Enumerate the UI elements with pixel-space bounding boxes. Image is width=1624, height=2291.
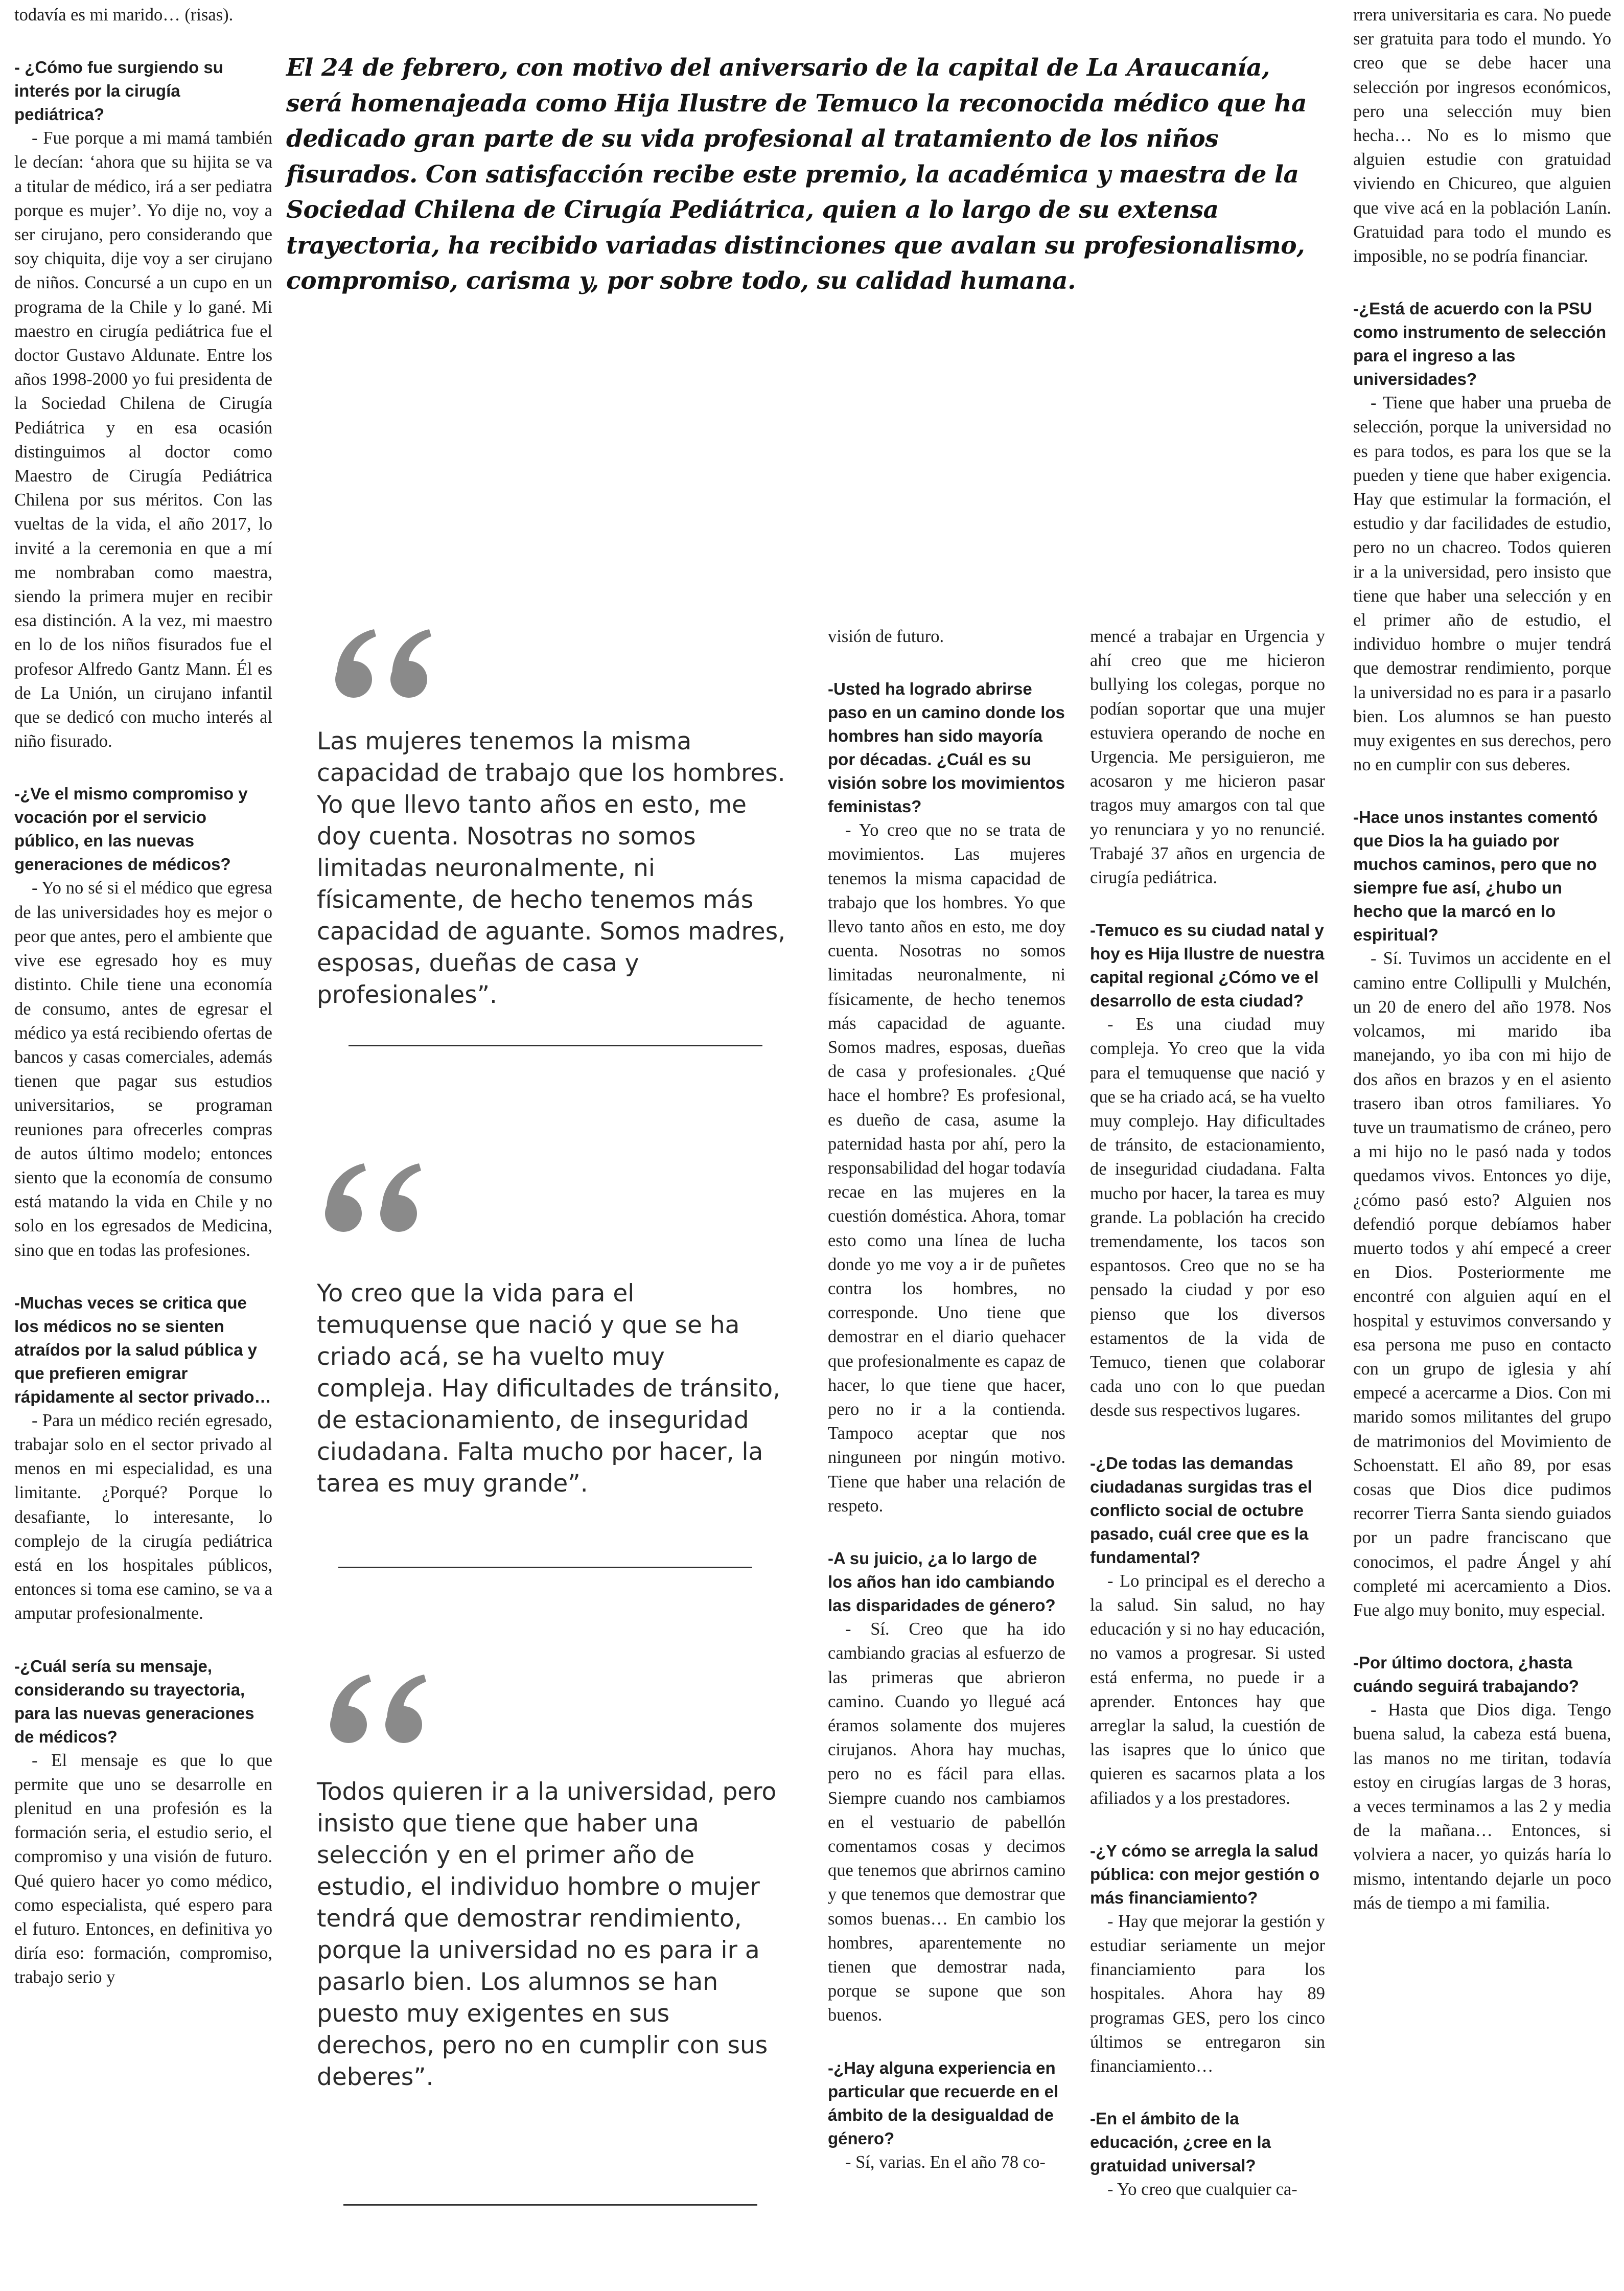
interview-answer: - Yo creo que cualquier ca- xyxy=(1107,2180,1297,2200)
paragraph: rrera universitaria es cara. No puede ser gratuita para todo el mundo. Yo creo que se debe hacer una selección por ingresos económicos, pero una selección muy bien hecha… No es lo mismo que alguien estudie con gratuidad viviendo en Chicureo, que alguien que vive acá en la población Lanín. Gratuidad para todo el mundo es imposible, no se podría financiar. xyxy=(1353,5,1611,266)
interview-question: -¿Ve el mismo compromiso y vocación por el servicio público, en las nuevas generaciones de médicos? xyxy=(14,784,248,874)
column-3 xyxy=(1090,625,1325,2286)
column-4 xyxy=(1353,3,1611,2288)
interview-answer: - Tiene que haber una prueba de selección, porque la universidad no es para todos, es para los que se la pueden y tiene que haber exigencia. Hay que estimular la formación, el estudio y dar facilidades de estudio, pero no un chacreo. Todos quieren ir a la universidad, pero insisto que tiene que haber una selección y en el primer año de estudio, el individuo hombre o mujer tendrá que demostrar rendimiento, porque la universidad no es para ir a pasarlo bien. Los alumnos se han puesto muy exigentes en sus derechos, pero no en cumplir con sus deberes. xyxy=(1353,393,1611,775)
paragraph: visión de futuro. xyxy=(828,627,944,646)
interview-answer: - Lo principal es el derecho a la salud. Sin salud, no hay educación y si no hay educación, no vamos a progresar. Si usted está enferma, no puede ir a aprender. Entonces hay que arreglar la salud, la cuestión de las isapres que lo único que quieren es sacarnos plata a los afiliados y a los prestadores. xyxy=(1090,1571,1325,1808)
column-1 xyxy=(14,3,272,2288)
interview-question: -Temuco es su ciudad natal y hoy es Hija Ilustre de nuestra capital regional ¿Cómo ve el desarrollo de esta ciudad? xyxy=(1090,921,1325,1011)
interview-question: -¿De todas las demandas ciudadanas surgidas tras el conflicto social de octubre pasado, cuál cree que es la fundamental? xyxy=(1090,1453,1312,1567)
interview-question: -Por último doctora, ¿hasta cuándo seguirá trabajando? xyxy=(1353,1653,1579,1696)
interview-answer: - Yo creo que no se trata de movimientos. Las mujeres tenemos la misma capacidad de trabajo que los hombres. Yo que llevo tanto años en esto, me doy cuenta. Nosotras no somos limitadas neuronalmente, ni físicamente, de hecho tenemos más capacidad de aguante. Somos madres, esposas, dueñas de casa y profesionales. ¿Qué hace el hombre? Es profesional, es dueño de casa, asume la paternidad hasta por ahí, pero la responsabilidad del hogar todavía recae en las mujeres en la cuestión doméstica. Ahora, tomar esto como una línea de lucha donde yo me voy a ir de puñetes contra los hombres, no corresponde. Uno tiene que demostrar en el diario quehacer que profesionalmente es capaz de hacer, lo que tiene que hacer, pero no ir a la contienda. Tampoco aceptar que nos ninguneen por ningún motivo. Tiene que haber una relación de respeto. xyxy=(828,820,1065,1516)
interview-answer: - Es una ciudad muy compleja. Yo creo que la vida para el temuquense que nació y que se ha criado acá, se ha vuelto muy complejo. Hay dificultades de tránsito, de estacionamiento, de inseguridad ciudadana. Falta mucho por hacer, la tarea es muy grande. La población ha crecido tremendamente, los tacos son espantosos. Creo que no se ha pensado la ciudad y por eso pienso que los diversos estamentos de la vida de Temuco, tienen que colaborar cada uno con lo que puedan desde sus respectivos lugares. xyxy=(1090,1015,1325,1421)
interview-question: - ¿Cómo fue surgiendo su interés por la cirugía pediátrica? xyxy=(14,58,223,124)
column-2 xyxy=(828,625,1065,2286)
interview-question: -¿Hay alguna experiencia en particular que recuerde en el ámbito de la desigualdad de género? xyxy=(828,2058,1059,2148)
pull-quote: Yo creo que la vida para el temuquense que nació y que se ha criado acá, se ha vuelto muy compleja. Hay dificultades de tránsito, de estacionamiento, de inseguridad ciudadana. Falta mucho por hacer, la tarea es muy grande”. xyxy=(317,1279,781,1498)
quotation-mark-icon xyxy=(317,1160,439,1237)
quotation-mark-icon xyxy=(322,1671,445,1748)
pull-quote: Todos quieren ir a la universidad, pero insisto que tiene que haber una selección y en el primer año de estudio, el individuo hombre o mujer tendrá que demostrar rendimiento, porque la universidad no es para ir a pasarlo bien. Los alumnos se han puesto muy exigentes en sus derechos, pero no en cumplir con sus deberes”. xyxy=(317,1778,777,2091)
interview-answer: - El mensaje es que lo que permite que uno se desarrolle en plenitud en una profesión es la formación seria, el estudio serio, el compromiso y una visión de futuro. Qué quiero hacer yo como médico, como especialista, qué espero para el futuro. Entonces, en definitiva yo diría eso: formación, compromiso, trabajo serio y xyxy=(14,1750,272,1987)
article-lede: El 24 de febrero, con motivo del aniversario de la capital de La Araucanía, será homenajeada como Hija Ilustre de Temuco la reconocida médico que ha dedicado gran parte de su vida profesional al tratamiento de los niños fisurados. Con satisfacción recibe este premio, la académica y maestra de la Sociedad Chilena de Cirugía Pediátrica, quien a lo largo de su extensa trayectoria, ha recibido variadas distinciones que avalan su profesionalismo, compromiso, carisma y, por sobre todo, su calidad humana. xyxy=(286,54,1307,295)
quote-divider xyxy=(338,1567,752,1568)
pull-quote: Las mujeres tenemos la misma capacidad de trabajo que los hombres. Yo que llevo tanto años en esto, me doy cuenta. Nosotras no somos limitadas neuronalmente, ni físicamente, de hecho tenemos más capacidad de aguante. Somos madres, esposas, dueñas de casa y profesionales”. xyxy=(317,727,786,1009)
interview-question: -En el ámbito de la educación, ¿cree en la gratuidad universal? xyxy=(1090,2109,1271,2175)
interview-answer: - Sí. Tuvimos un accidente en el camino entre Collipulli y Mulchén, un 20 de enero del año 1978. Nos volcamos, mi marido iba manejando, yo iba con mi hijo de dos años en brazos y en el asiento trasero iban otros familiares. Yo tuve un traumatismo de cráneo, pero a mi hijo no le pasó nada y todos quedamos vivos. Entonces yo dije, ¿cómo pasó esto? Alguien nos defendió porque debíamos haber muerto todos y ahí empecé a creer en Dios. Posteriormente me encontré con alguien aquí en el hospital y estuvimos conversando y esa persona me puso en contacto con un grupo de iglesia y ahí empecé a acercarme a Dios. Con mi marido somos militantes del grupo de matrimonios del Movimiento de Schoenstatt. El año 89, por esas cosas que Dios dice pudimos recorrer Tierra Santa siendo guiados por un padre franciscano que conocimos, el padre Ángel y ahí completé mi acercamiento a Dios. Fue algo muy bonito, muy especial. xyxy=(1353,949,1611,1620)
quote-divider xyxy=(349,1045,762,1046)
paragraph: mencé a trabajar en Urgencia y ahí creo que me hicieron bullying los colegas, porque no podían soportar que una mujer estuviera operando de noche en Urgencia. Me persiguieron, me acosaron y me hicieron pasar tragos muy amargos con tal que yo renunciara y yo no renuncié. Trabajé 37 años en urgencia de cirugía pediátrica. xyxy=(1090,627,1325,888)
interview-question: -¿Está de acuerdo con la PSU como instrumento de selección para el ingreso a las universidades? xyxy=(1353,299,1607,389)
interview-answer: - Sí. Creo que ha ido cambiando gracias al esfuerzo de las primeras que abrieron camino. Cuando yo llegué acá éramos solamente dos mujeres cirujanos. Ahora hay muchas, pero no es fácil para ellas. Siempre cuando nos cambiamos en el vestuario de pabellón comentamos cosas y decimos que tenemos que abrirnos camino y que tenemos que demostrar que somos buenas… En cambio los hombres, aparentemente no tienen que demostrar nada, porque se supone que son buenos. xyxy=(828,1619,1065,2025)
interview-answer: - Hay que mejorar la gestión y estudiar seriamente un mejor financiamiento para los hospitales. Ahora hay 89 programas GES, pero los cinco últimos se entregaron sin financiamiento… xyxy=(1090,1911,1325,2076)
interview-question: -¿Cuál sería su mensaje, considerando su trayectoria, para las nuevas generaciones de médicos? xyxy=(14,1656,254,1746)
interview-answer: - Fue porque a mi mamá también le decían: ‘ahora que su hijita se va a titular de médico, irá a ser pediatra porque es mujer’. Yo dije no, voy a ser cirujano, pero considerando que soy chiquita, dije voy a ser cirujano de niños. Concursé a un cupo en un programa de la Chile y lo gané. Mi maestro en cirugía pediátrica fue el doctor Gustavo Aldunate. Entre los años 1998-2000 yo fui presidenta de la Sociedad Chilena de Cirugía Pediátrica y en esa ocasión distinguimos al doctor como Maestro de Cirugía Pediátrica Chilena por sus méritos. Con las vueltas de la vida, el año 2017, lo invité a la ceremonia en que a mí me nombraban como maestra, siendo la primera mujer en recibir esa distinción. A la vez, mi maestro en lo de los niños fisurados fue el profesor Alfredo Gantz Mann. Él es de La Unión, un cirujano infantil que se dedicó con mucho interés al niño fisurado. xyxy=(14,128,272,751)
interview-question: -Usted ha logrado abrirse paso en un camino donde los hombres han sido mayoría por décadas. ¿Cuál es su visión sobre los movimientos feministas? xyxy=(828,679,1065,816)
interview-question: -Hace unos instantes comentó que Dios la ha guiado por muchos caminos, pero que no siempre fue así, ¿hubo un hecho que la marcó en lo espiritual? xyxy=(1353,808,1598,945)
interview-question: -¿Y cómo se arregla la salud pública: con mejor gestión o más financiamiento? xyxy=(1090,1841,1320,1907)
interview-answer: - Para un médico recién egresado, trabajar solo en el sector privado al menos en mi especialidad, es una limitante. ¿Porqué? Porque lo desafiante, lo interesante, lo complejo de la cirugía pediátrica está en los hospitales públicos, entonces si toma ese camino, se va a amputar profesionalmente. xyxy=(14,1410,272,1623)
interview-answer: - Yo no sé si el médico que egresa de las universidades hoy es mejor o peor que antes, pero el ambiente que vive ese egresado hoy es muy distinto. Chile tiene una economía de consumo, antes de egresar el médico ya está recibiendo ofertas de bancos y casas comerciales, además tienen que pagar sus estudios universitarios, se programan reuniones para ofrecerles compras de autos último modelo; entonces siento que la economía de consumo está matando la vida en Chile y no solo en los egresados de Medicina, sino que en todas las profesiones. xyxy=(14,878,272,1260)
paragraph: todavía es mi marido… (risas). xyxy=(14,5,234,25)
quote-divider xyxy=(343,2204,757,2206)
quotation-mark-icon xyxy=(327,626,450,703)
interview-answer: - Sí, varias. En el año 78 co- xyxy=(845,2152,1046,2172)
interview-answer: - Hasta que Dios diga. Tengo buena salud, la cabeza está buena, las manos no me tiritan, todavía estoy en cirugías largas de 3 horas, a veces terminamos a las 2 y media de la mañana… Entonces, si volviera a nacer, yo quizás haría lo mismo, intentando dejarle un poco más de tiempo a mi familia. xyxy=(1353,1700,1611,1913)
interview-question: -Muchas veces se critica que los médicos no se sienten atraídos por la salud pública y que prefieren emigrar rápidamente al sector privado… xyxy=(14,1293,271,1406)
interview-question: -A su juicio, ¿a lo largo de los años han ido cambiando las disparidades de género? xyxy=(828,1549,1056,1615)
